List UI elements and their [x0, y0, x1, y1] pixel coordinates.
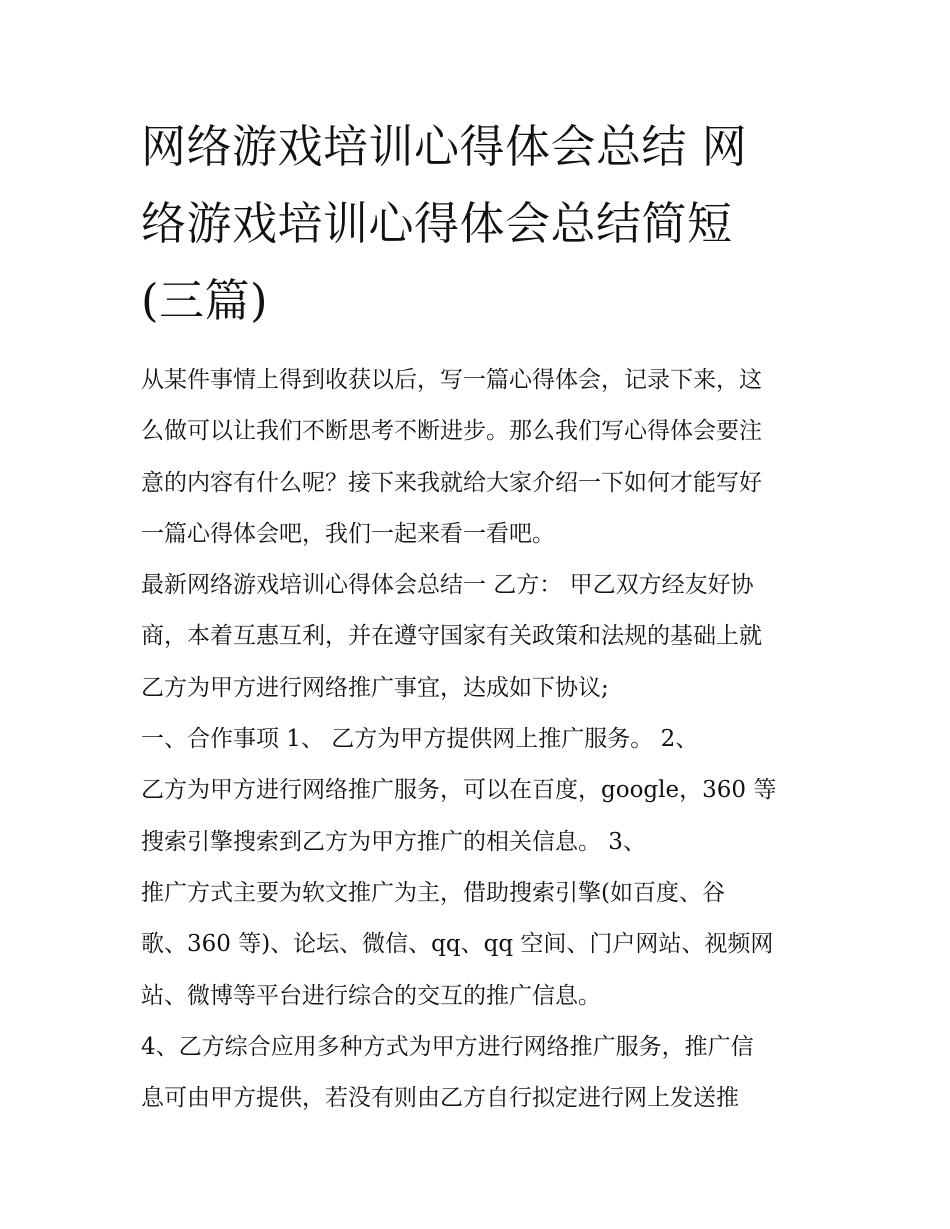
- paragraph-line: 意的内容有什么呢？接下来我就给大家介绍一下如何才能写好: [141, 469, 762, 496]
- title-line: (三篇): [141, 274, 269, 327]
- document-body: [141, 355, 821, 1124]
- paragraph-line: 推广方式主要为软文推广为主，借助搜索引擎(如百度、谷: [141, 879, 725, 906]
- paragraph-line: 乙方为甲方进行网络推广服务，可以在百度，google，360 等: [141, 777, 777, 804]
- paragraph-line: 站、微博等平台进行综合的交互的推广信息。: [141, 982, 601, 1009]
- paragraph-line: 一、合作事项 1、 乙方为甲方提供网上推广服务。 2、: [141, 726, 699, 753]
- paragraph-line: 商，本着互惠互利，并在遵守国家有关政策和法规的基础上就: [141, 623, 762, 650]
- paragraph-line: 搜索引擎搜索到乙方为甲方推广的相关信息。 3、: [141, 828, 646, 855]
- document-title: [141, 108, 821, 339]
- paragraph-line: 乙方为甲方进行网络推广事宜，达成如下协议;: [141, 674, 609, 701]
- paragraph-line: 息可由甲方提供，若没有则由乙方自行拟定进行网上发送推: [141, 1085, 739, 1112]
- paragraph-line: 最新网络游戏培训心得体会总结一 乙方： 甲乙双方经友好协: [141, 572, 754, 599]
- paragraph-line: 歌、360 等)、论坛、微信、qq、qq 空间、门户网站、视频网: [141, 931, 774, 958]
- title-line: 络游戏培训心得体会总结简短: [141, 197, 733, 250]
- paragraph-line: 么做可以让我们不断思考不断进步。那么我们写心得体会要注: [141, 418, 762, 445]
- paragraph-line: 从某件事情上得到收获以后，写一篇心得体会，记录下来，这: [141, 367, 762, 393]
- title-line: 网络游戏培训心得体会总结 网: [141, 120, 748, 173]
- paragraph-line: 4、乙方综合应用多种方式为甲方进行网络推广服务，推广信: [141, 1033, 754, 1060]
- paragraph-line: 一篇心得体会吧，我们一起来看一看吧。: [141, 520, 555, 547]
